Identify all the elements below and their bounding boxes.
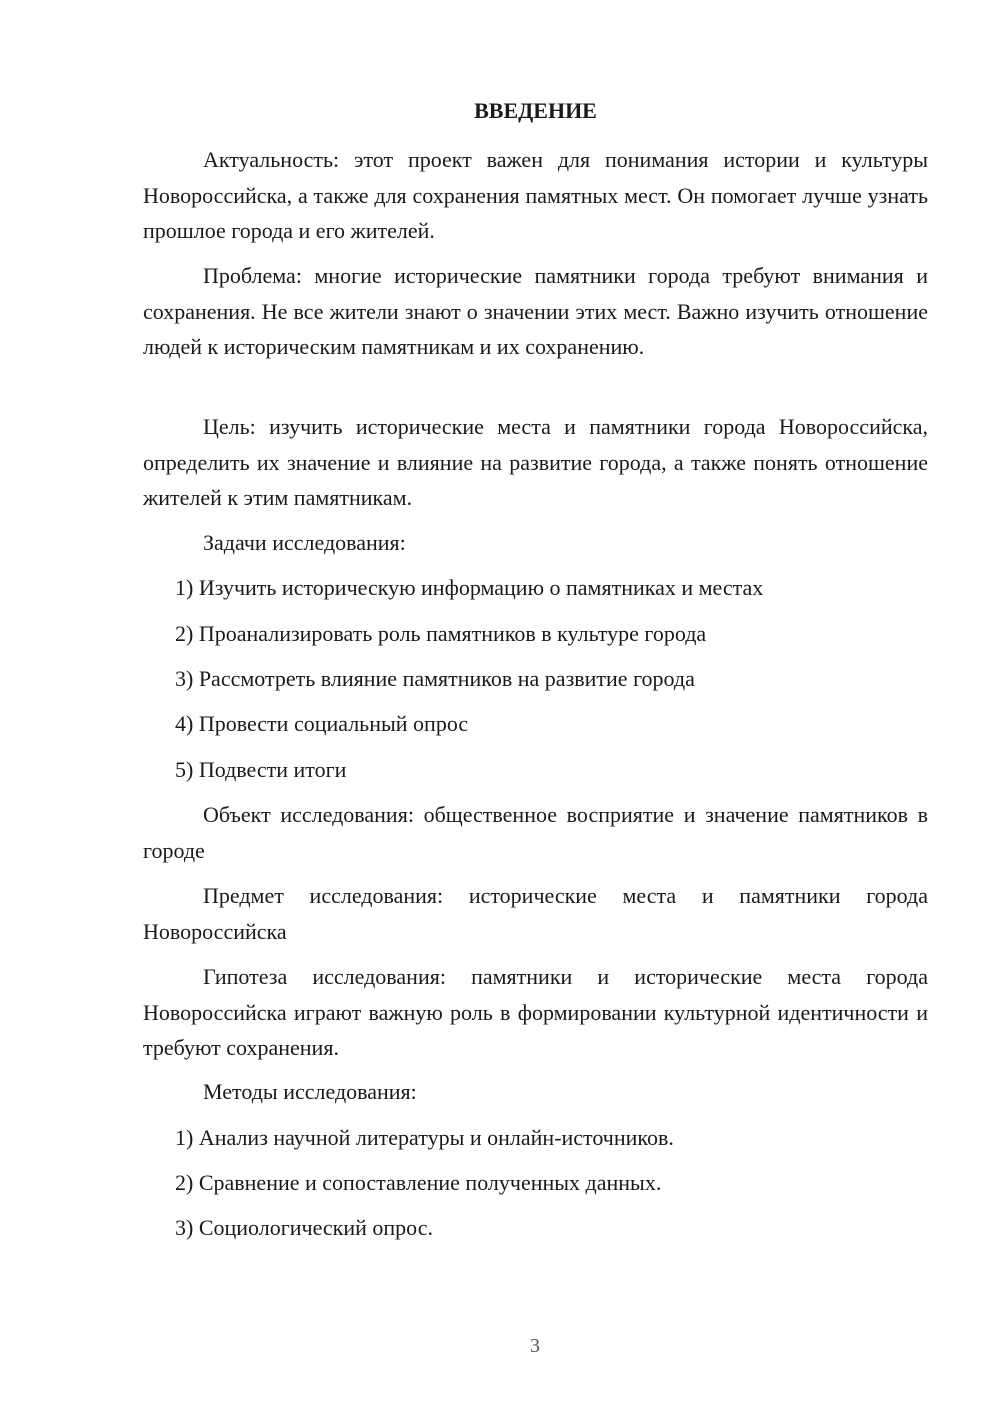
subject-paragraph: Предмет исследования: исторические места и памятники города Новороссийска — [143, 883, 928, 944]
task-item: 2) Проанализировать роль памятников в культуре города — [175, 621, 707, 646]
object-paragraph: Объект исследования: общественное восприятие и значение памятников в городе — [143, 802, 928, 863]
methods-label: Методы исследования: — [203, 1079, 417, 1104]
tasks-label: Задачи исследования: — [203, 530, 406, 555]
method-item: 1) Анализ научной литературы и онлайн-источников. — [175, 1125, 674, 1150]
task-item: 3) Рассмотреть влияние памятников на развитие города — [175, 666, 695, 691]
relevance-paragraph: Актуальность: этот проект важен для понимания истории и культуры Новороссийска, а также для сохранения памятных мест. Он помогает лучше узнать прошлое города и его жителей. — [143, 147, 928, 243]
problem-paragraph: Проблема: многие исторические памятники города требуют внимания и сохранения. Не все жители знают о значении этих мест. Важно изучить отношение людей к историческим памятникам и их сохранению. — [143, 263, 928, 359]
hypothesis-paragraph: Гипотеза исследования: памятники и исторические места города Новороссийска играют важную роль в формировании культурной идентичности и требуют сохранения. — [143, 964, 928, 1060]
task-item: 1) Изучить историческую информацию о памятниках и местах — [175, 575, 764, 600]
method-item: 2) Сравнение и сопоставление полученных данных. — [175, 1170, 662, 1195]
page-number: 3 — [530, 1335, 540, 1357]
task-item: 5) Подвести итоги — [175, 757, 347, 782]
task-item: 4) Провести социальный опрос — [175, 711, 469, 736]
goal-paragraph: Цель: изучить исторические места и памятники города Новороссийска, определить их значение и влияние на развитие города, а также понять отношение жителей к этим памятникам. — [143, 414, 928, 510]
method-item: 3) Социологический опрос. — [175, 1215, 433, 1240]
section-heading: ВВЕДЕНИЕ — [474, 98, 597, 123]
